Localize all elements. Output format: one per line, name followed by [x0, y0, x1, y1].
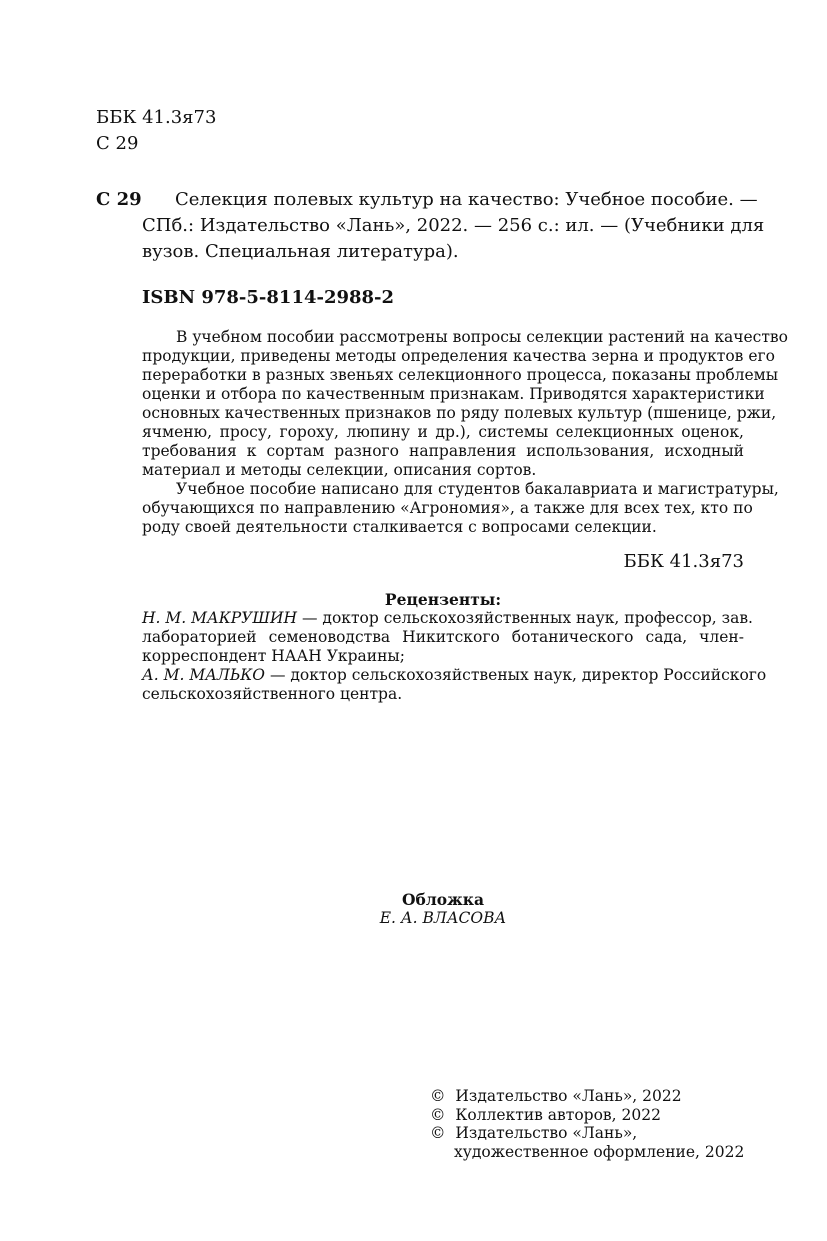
- entry-code: С 29: [96, 189, 142, 210]
- cover-block: [142, 890, 744, 928]
- abstract-p1-line: переработки в разных звеньях селекционного процесса, показаны проблемы: [142, 366, 779, 384]
- abstract: [142, 328, 788, 537]
- bbk-code-right: ББК 41.3я73: [623, 551, 744, 572]
- entry-line-2: СПб.: Издательство «Лань», 2022. — 256 с.: ил. — (Учебники для: [142, 215, 765, 236]
- abstract-p1-line: материал и методы селекции, описания сортов.: [142, 461, 537, 479]
- abstract-p1-line: основных качественных признаков по ряду полевых культур (пшенице, ржи,: [142, 404, 777, 422]
- copyright-line-3: [430, 1124, 744, 1143]
- abstract-p1-line: В учебном пособии рассмотрены вопросы селекции растений на качество: [176, 328, 788, 346]
- entry-description: [142, 187, 765, 265]
- abstract-p1-line: оценки и отбора по качественным признакам. Приводятся характеристики: [142, 385, 765, 403]
- abstract-p2-line: роду своей деятельности сталкивается с вопросами селекции.: [142, 518, 657, 536]
- reviewer-1-line-3: корреспондент НААН Украины;: [142, 647, 405, 665]
- entry-line-3: вузов. Специальная литература).: [142, 241, 459, 262]
- reviewer-1-name: Н. М. МАКРУШИН: [142, 609, 298, 627]
- copyright-authors: Коллектив авторов, 2022: [455, 1105, 661, 1124]
- abstract-p2-line: обучающихся по направлению «Агрономия», а также для всех тех, кто по: [142, 499, 753, 517]
- author-mark-top: С 29: [96, 133, 139, 154]
- reviewer-1-title: — доктор сельскохозяйственных наук, профессор, зав.: [297, 609, 753, 627]
- reviewer-2-line-2: сельскохозяйственного центра.: [142, 685, 403, 703]
- reviewers-block: [142, 590, 767, 704]
- abstract-p1-line: ячменю, просу, гороху, люпину и др.), системы селекционных оценок,: [142, 423, 744, 441]
- copyright-block: [430, 1087, 744, 1161]
- copyright-icon: ©: [430, 1124, 446, 1142]
- copyright-design-publisher: Издательство «Лань»,: [455, 1124, 638, 1142]
- abstract-p1-line: требования к сортам разного направления использования, исходный: [142, 442, 744, 460]
- copyright-icon: ©: [430, 1087, 446, 1105]
- cover-designer: Е. А. ВЛАСОВА: [379, 909, 507, 927]
- entry-line-1: Селекция полевых культур на качество: Учебное пособие. —: [175, 189, 758, 210]
- reviewer-1-line-2: лабораторией семеноводства Никитского ботанического сада, член-: [142, 628, 744, 646]
- classification-block: [96, 105, 216, 157]
- copyright-publisher: Издательство «Лань», 2022: [455, 1087, 682, 1105]
- reviewer-2-name: А. М. МАЛЬКО: [142, 666, 266, 684]
- copyright-line-2: [430, 1106, 744, 1125]
- copyright-icon: ©: [430, 1105, 446, 1124]
- reviewers-heading: Рецензенты:: [384, 590, 502, 609]
- cover-heading: Обложка: [402, 890, 484, 909]
- abstract-p2-line: Учебное пособие написано для студентов бакалавриата и магистратуры,: [176, 480, 779, 498]
- bbk-code-top: ББК 41.3я73: [96, 107, 217, 128]
- isbn: ISBN 978-5-8114-2988-2: [142, 287, 395, 308]
- abstract-p1-line: продукции, приведены методы определения качества зерна и продуктов его: [142, 347, 775, 365]
- reviewer-2-line-1: [142, 666, 767, 685]
- reviewer-2-title: — доктор сельскохозяйственых наук, директор Российского: [265, 666, 767, 684]
- copyright-line-1: [430, 1087, 744, 1106]
- copyright-line-4: художественное оформление, 2022: [454, 1142, 745, 1161]
- reviewer-1-line-1: [142, 609, 753, 628]
